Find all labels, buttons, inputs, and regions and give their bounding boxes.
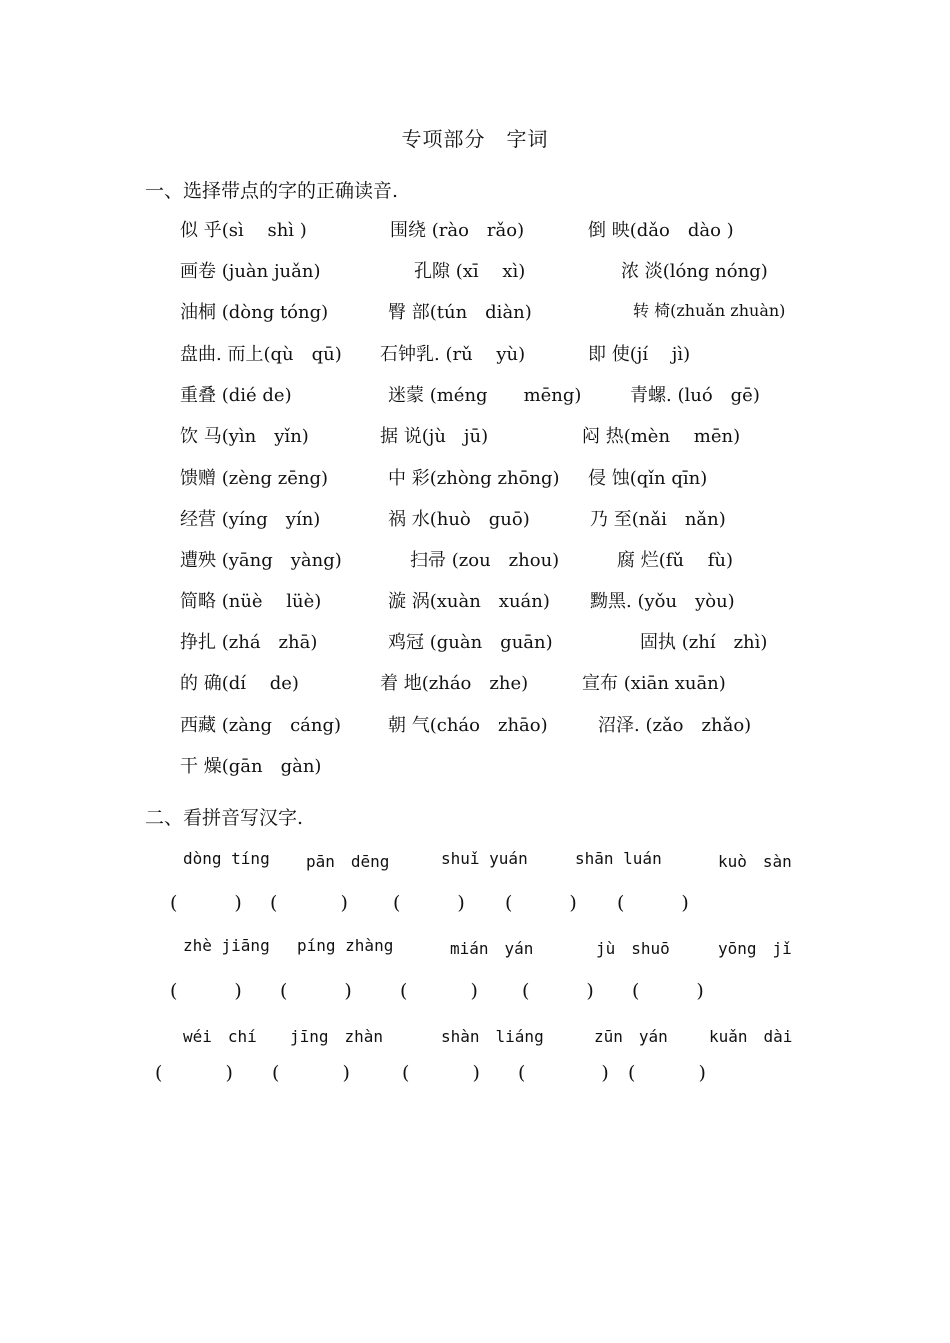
- question-item: 似 乎(sì shì ): [180, 220, 307, 241]
- question-item: 扫帚 (zou zhou): [410, 550, 560, 571]
- question-row: [0, 257, 950, 287]
- answer-blank[interactable]: ( ): [155, 1062, 233, 1084]
- pinyin-item: zūn yán: [594, 1027, 668, 1046]
- question-item: 闷 热(mèn mēn): [582, 426, 741, 447]
- question-row: [0, 422, 950, 452]
- question-row: [0, 752, 950, 782]
- question-item: 西藏 (zàng cáng): [180, 715, 342, 736]
- pinyin-item: shuǐ yuán: [441, 849, 528, 868]
- question-item: 油桐 (dòng tóng): [180, 302, 329, 323]
- question-item: 固执 (zhí zhì): [640, 632, 768, 653]
- answer-blank[interactable]: ( ): [402, 1062, 480, 1084]
- pinyin-item: píng zhàng: [297, 936, 394, 955]
- answer-blank[interactable]: ( ): [400, 980, 478, 1002]
- answer-blank[interactable]: ( ): [393, 892, 465, 914]
- answer-blank[interactable]: ( ): [170, 892, 242, 914]
- answer-blank[interactable]: ( ): [170, 980, 242, 1002]
- question-item: 围绕 (rào rǎo): [390, 220, 525, 241]
- pinyin-item: dòng tíng: [183, 849, 270, 868]
- answer-blank[interactable]: ( ): [522, 980, 594, 1002]
- pinyin-item: wéi chí: [183, 1027, 257, 1046]
- section-2-heading: 二、看拼音写汉字.: [145, 807, 304, 829]
- question-item: 浓 淡(lóng nóng): [621, 261, 768, 282]
- pinyin-item: mián yán: [450, 939, 534, 958]
- question-item: 臀 部(tún diàn): [388, 302, 532, 323]
- question-item: 朝 气(cháo zhāo): [388, 715, 548, 736]
- question-item: 画卷 (juàn juǎn): [180, 261, 321, 282]
- question-item: 馈赠 (zèng zēng): [180, 468, 328, 489]
- answer-blank[interactable]: ( ): [270, 892, 348, 914]
- question-item: 孔隙 (xī xì): [414, 261, 526, 282]
- question-item: 侵 蚀(qǐn qīn): [588, 468, 708, 489]
- question-item: 鸡冠 (guàn guān): [388, 632, 553, 653]
- question-item: 祸 水(huò guō): [388, 509, 530, 530]
- question-row: [0, 216, 950, 246]
- question-item: 中 彩(zhòng zhōng): [388, 468, 560, 489]
- question-row: [0, 340, 950, 370]
- pinyin-item: zhè jiāng: [183, 936, 270, 955]
- answer-blank[interactable]: ( ): [617, 892, 689, 914]
- question-item: 挣扎 (zhá zhā): [180, 632, 318, 653]
- pinyin-item: pān dēng: [306, 852, 390, 871]
- question-item: 饮 马(yìn yǐn): [180, 426, 309, 447]
- question-row: [0, 628, 950, 658]
- question-item: 迷蒙 (méng mēng): [388, 385, 582, 406]
- question-item: 简略 (nüè lüè): [180, 591, 322, 612]
- question-item: 的 确(dí de): [180, 673, 299, 694]
- pinyin-item: shān luán: [575, 849, 662, 868]
- question-item: 遭殃 (yāng yàng): [180, 550, 342, 571]
- answer-blank[interactable]: ( ): [518, 1062, 609, 1084]
- question-row: [0, 505, 950, 535]
- question-item: 倒 映(dǎo dào ): [588, 220, 734, 241]
- question-item: 青螺. (luó gē): [630, 385, 760, 406]
- question-row: [0, 546, 950, 576]
- question-item: 干 燥(gān gàn): [180, 756, 322, 777]
- question-row: [0, 711, 950, 741]
- question-item: 据 说(jù jū): [380, 426, 489, 447]
- question-item: 经营 (yíng yín): [180, 509, 321, 530]
- question-item: 黝黑. (yǒu yòu): [590, 591, 735, 612]
- question-row: [0, 587, 950, 617]
- answer-blank[interactable]: ( ): [505, 892, 577, 914]
- question-item: 盘曲. 而上(qù qū): [180, 344, 342, 365]
- pinyin-item: shàn liáng: [441, 1027, 544, 1046]
- answer-blank[interactable]: ( ): [628, 1062, 706, 1084]
- pinyin-item: jīng zhàn: [290, 1027, 384, 1046]
- question-item: 漩 涡(xuàn xuán): [388, 591, 550, 612]
- question-item: 沼泽. (zǎo zhǎo): [598, 715, 752, 736]
- question-item: 石钟乳. (rǔ yù): [380, 344, 526, 365]
- answer-blank[interactable]: ( ): [272, 1062, 350, 1084]
- question-row: [0, 669, 950, 699]
- pinyin-item: kuò sàn: [718, 852, 792, 871]
- question-item: 腐 烂(fǔ fù): [617, 550, 733, 571]
- question-item: 重叠 (dié de): [180, 385, 292, 406]
- pinyin-item: yōng jǐ: [718, 939, 792, 958]
- question-item: 着 地(zháo zhe): [380, 673, 529, 694]
- pinyin-item: kuǎn dài: [709, 1027, 793, 1046]
- page-title: 专项部分 字词: [401, 127, 549, 151]
- question-item: 即 使(jí jì): [588, 344, 691, 365]
- answer-blank[interactable]: ( ): [280, 980, 352, 1002]
- question-row: [0, 464, 950, 494]
- section-1-heading: 一、选择带点的字的正确读音.: [145, 180, 399, 202]
- answer-blank[interactable]: ( ): [632, 980, 704, 1002]
- question-item: 转 椅(zhuǎn zhuàn): [633, 301, 786, 320]
- question-row: [0, 381, 950, 411]
- question-item: 宣布 (xiān xuān): [582, 673, 726, 694]
- pinyin-item: jù shuō: [596, 939, 670, 958]
- question-row: [0, 298, 950, 328]
- question-item: 乃 至(nǎi nǎn): [590, 509, 726, 530]
